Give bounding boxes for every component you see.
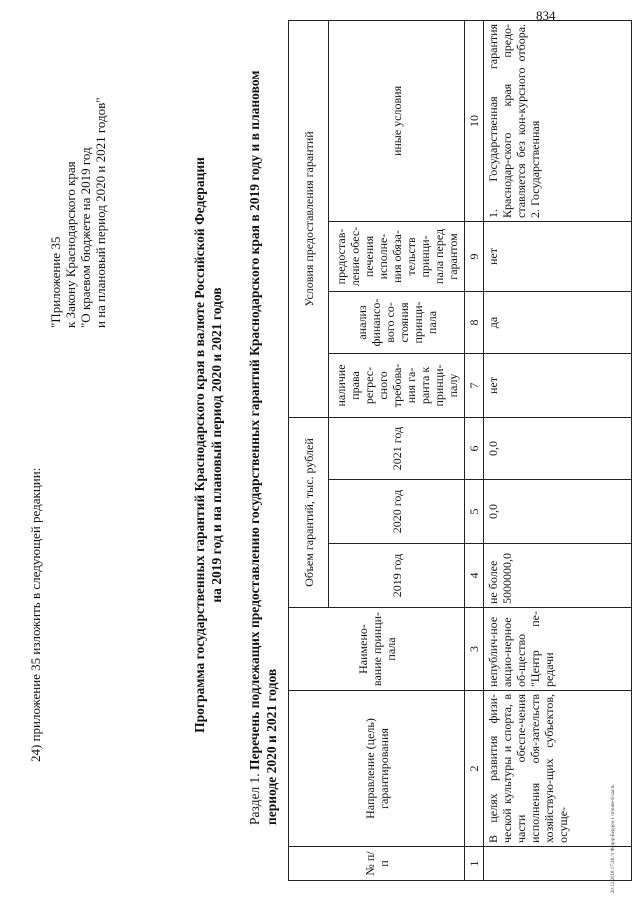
header-num: № п/п <box>289 847 465 881</box>
header-2020: 2020 год <box>329 480 465 544</box>
header-volume: Объем гарантий, тыс. рублей <box>289 417 329 607</box>
col-number: 4 <box>465 544 484 608</box>
cell-volume-2021: 0,0 <box>484 417 632 479</box>
appendix-line: к Закону Краснодарского края <box>63 161 78 328</box>
table-row <box>484 20 632 880</box>
header-regress: наличие права регрес-сного требова-ния га-ранта к принци-палу <box>329 353 465 417</box>
col-number: 5 <box>465 480 484 544</box>
cell-volume-2019: не более 5000000,0 <box>484 544 632 608</box>
cell-regress: нет <box>484 353 632 417</box>
appendix-line: "О краевом бюджете на 2019 год <box>78 147 93 328</box>
appendix-line: и на плановый период 2020 и 2021 годов" <box>93 97 108 328</box>
cell-volume-2020: 0,0 <box>484 480 632 544</box>
header-other: иные условия <box>329 20 465 221</box>
cell-other: 1. Государственная гарантия Краснодар-ского края предо-ставляется без кон-курсного отбора. 2. Государственная <box>484 20 632 221</box>
title-line: Программа государственных гарантий Краснодарского края в валюте Российской Федерации <box>192 157 207 733</box>
header-direction: Направление (цель) гарантирования <box>289 691 465 847</box>
header-principal: Наимено-вание принци-пала <box>289 608 465 691</box>
cell-num <box>484 847 632 881</box>
col-number: 6 <box>465 417 484 479</box>
cell-direction: В целях развития физи-ческой культуры и спорта, в части обеспе-чения исполнения обя-зательств хозяйствую-щих субъектов, осуще- <box>484 691 632 847</box>
guarantees-table <box>288 20 632 881</box>
col-number: 9 <box>465 221 484 291</box>
title-line: на 2019 год и на плановый период 2020 и 2021 годов <box>209 287 224 603</box>
col-number: 2 <box>465 691 484 847</box>
page-number: 834 <box>536 8 556 23</box>
cell-security: нет <box>484 221 632 291</box>
appendix-line: "Приложение 35 <box>48 236 63 328</box>
document-code: 20.12.2018 17:26 /1 Фёдор-Бердов-1 чтение-6 часть <box>611 784 616 893</box>
col-number: 10 <box>465 20 484 221</box>
col-number: 3 <box>465 608 484 691</box>
header-2021: 2021 год <box>329 417 465 479</box>
cell-principal: непублич-ное акцио-нерное об-щество "Центр пе-редачи <box>484 608 632 691</box>
section-prefix: Раздел 1. <box>247 773 262 825</box>
header-conditions: Условия предоставления гарантий <box>289 20 329 417</box>
section-heading <box>246 65 280 825</box>
col-number: 1 <box>465 847 484 881</box>
appendix-header <box>48 97 108 328</box>
col-number: 8 <box>465 291 484 353</box>
program-title <box>191 65 225 825</box>
section-title: Перечень подлежащих предоставлению государственных гарантий Краснодарского края в 2019 году и в плановом периоде 2020 и 2021 годов <box>247 70 279 825</box>
col-number: 7 <box>465 353 484 417</box>
header-2019: 2019 год <box>329 544 465 608</box>
header-analysis: анализ финансо-вого со-стояния принци-пала <box>329 291 465 353</box>
header-security: предостав-ление обес-печения исполне-ния обяза-тельств принци-пала перед гарантом <box>329 221 465 291</box>
column-numbers-row <box>465 20 484 880</box>
intro-text: 24) приложение 35 изложить в следующей редакции: <box>28 467 43 762</box>
cell-analysis: да <box>484 291 632 353</box>
